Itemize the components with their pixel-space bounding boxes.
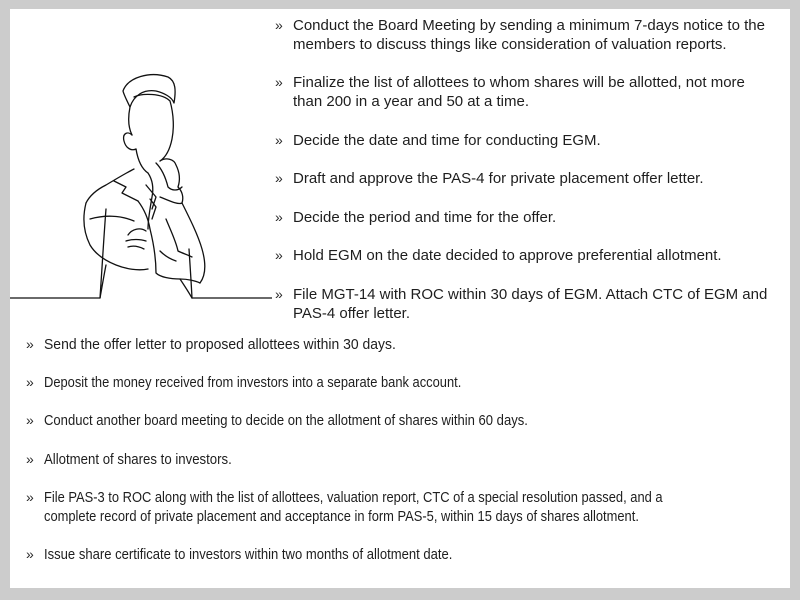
step-text-line: Conduct another board meeting to decide on the allotment of shares within 60 days.	[44, 412, 528, 429]
step-text-line: Conduct the Board Meeting by sending a minimum 7-days notice to the	[293, 17, 765, 34]
list-item	[26, 450, 257, 469]
bullet-double-chevron-icon: »	[26, 374, 34, 390]
step-text-line: Deposit the money received from investors into a separate bank account.	[44, 374, 462, 391]
list-item	[26, 411, 600, 430]
list-item	[26, 335, 422, 354]
bullet-double-chevron-icon: »	[275, 286, 283, 302]
list-item	[275, 16, 765, 54]
bullet-double-chevron-icon: »	[275, 247, 283, 263]
list-item	[275, 131, 601, 150]
list-item	[275, 169, 704, 188]
bullet-double-chevron-icon: »	[26, 489, 34, 505]
bullet-double-chevron-icon: »	[275, 170, 283, 186]
step-text-line: Issue share certificate to investors within two months of allotment date.	[44, 546, 453, 563]
step-text-line: Decide the date and time for conducting EGM.	[293, 132, 601, 149]
content-panel	[10, 9, 790, 588]
step-text-line: than 200 in a year and 50 at a time.	[293, 93, 529, 110]
list-item	[26, 545, 513, 564]
bullet-double-chevron-icon: »	[26, 546, 34, 562]
list-item	[275, 208, 556, 227]
step-text-line: Draft and approve the PAS-4 for private placement offer letter.	[293, 170, 704, 187]
list-item	[275, 285, 767, 323]
step-text-line: File PAS-3 to ROC along with the list of allottees, valuation report, CTC of a special resolution passed, and a	[44, 489, 663, 506]
step-text-line: PAS-4 offer letter.	[293, 305, 411, 322]
list-item	[275, 246, 722, 265]
step-text-line: complete record of private placement and acceptance in form PAS-5, within 15 days of shares allotment.	[44, 508, 639, 525]
step-text-line: Decide the period and time for the offer.	[293, 209, 557, 226]
step-text-line: members to discuss things like consideration of valuation reports.	[293, 36, 727, 53]
list-item	[275, 73, 745, 111]
bullet-double-chevron-icon: »	[275, 74, 283, 90]
step-text-line: Finalize the list of allottees to whom shares will be allotted, not more	[293, 74, 745, 91]
list-item	[26, 373, 529, 392]
step-text-line: File MGT-14 with ROC within 30 days of EGM. Attach CTC of EGM and	[293, 286, 768, 303]
step-text-line: Allotment of shares to investors.	[44, 451, 232, 468]
bullet-double-chevron-icon: »	[275, 132, 283, 148]
step-text-line: Send the offer letter to proposed allottees within 30 days.	[44, 336, 396, 353]
thinking-businessman-line-art-icon	[10, 69, 272, 309]
step-text-line: Hold EGM on the date decided to approve preferential allotment.	[293, 247, 722, 264]
bullet-double-chevron-icon: »	[275, 17, 283, 33]
bullet-double-chevron-icon: »	[26, 412, 34, 428]
bullet-double-chevron-icon: »	[275, 209, 283, 225]
bullet-double-chevron-icon: »	[26, 451, 34, 467]
bullet-double-chevron-icon: »	[26, 336, 34, 352]
list-item	[26, 488, 763, 526]
